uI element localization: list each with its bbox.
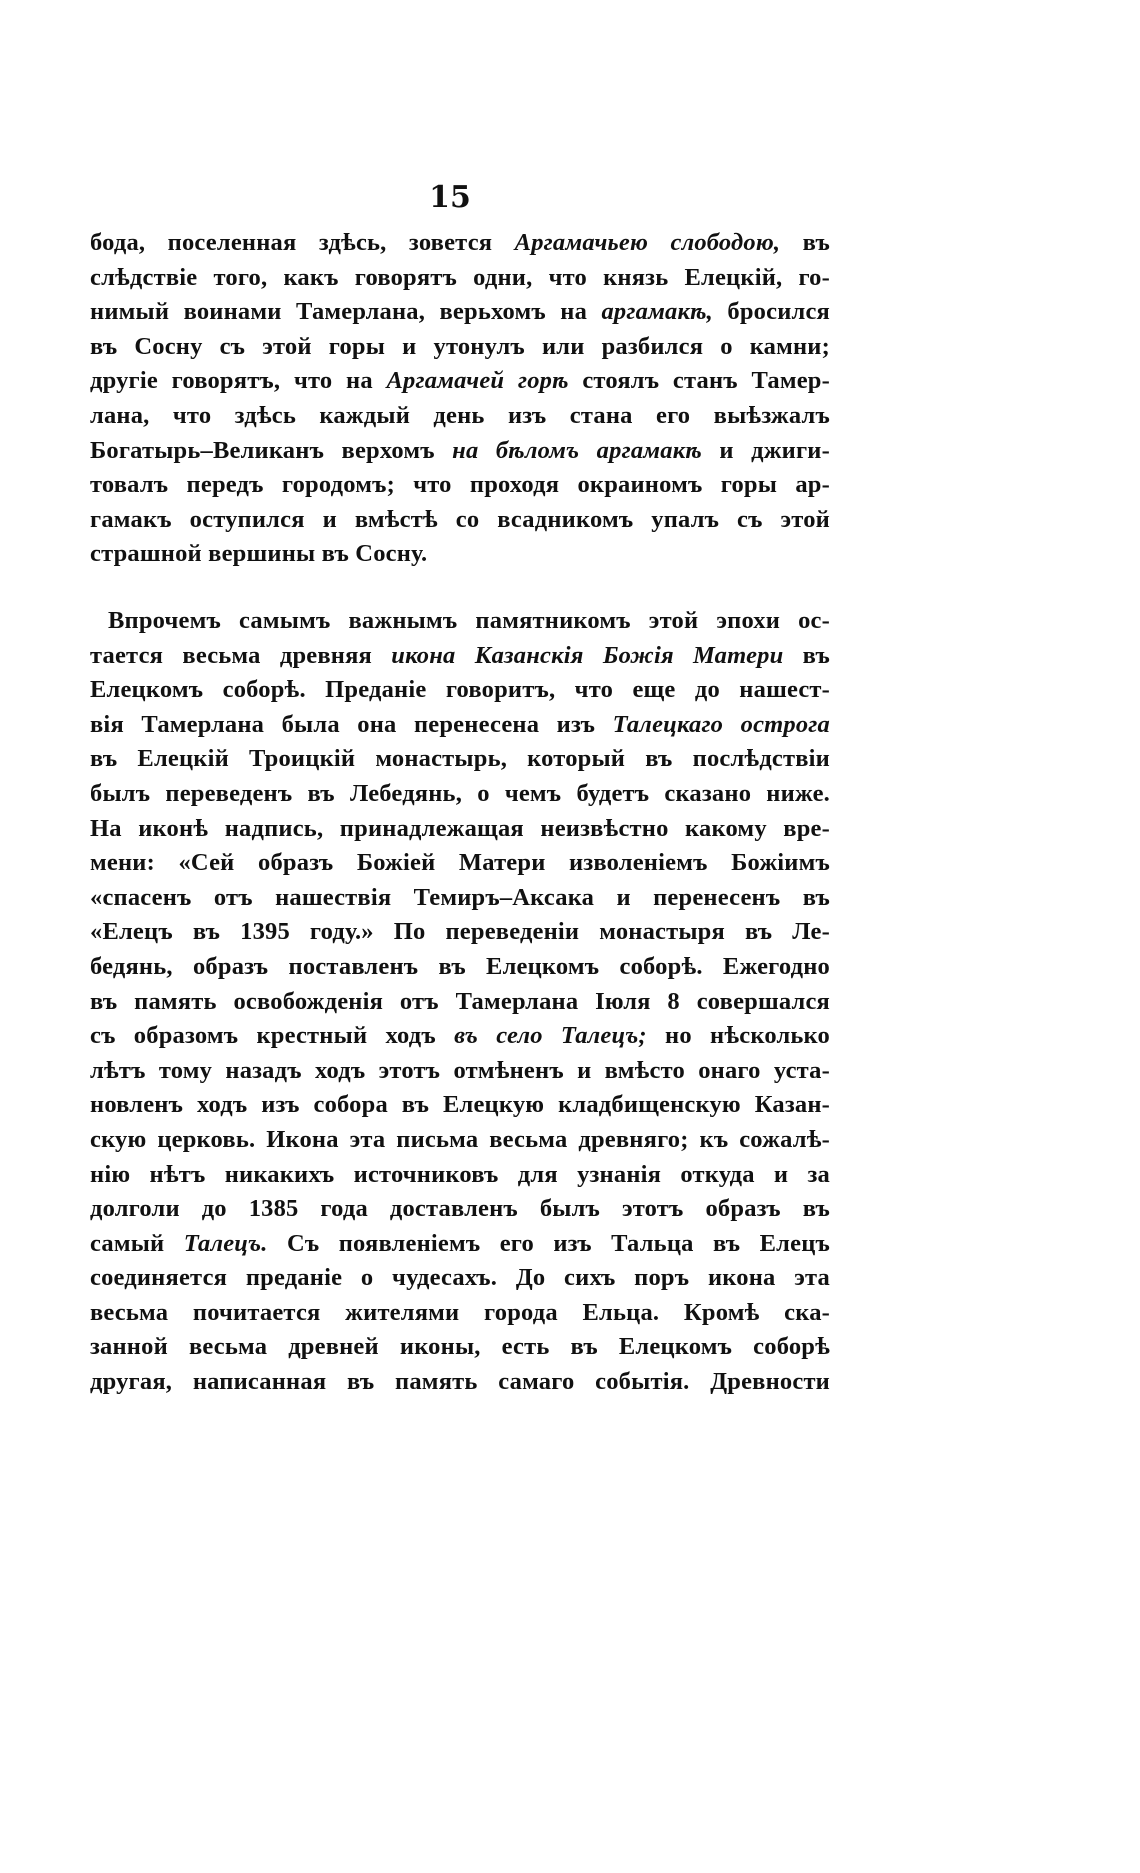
text-line xyxy=(90,673,830,708)
text-run: нію нѣтъ никакихъ источниковъ для узнанія откуда и за xyxy=(90,1160,830,1188)
text-run: весьма почитается жителями города Ельца. Кромѣ ска- xyxy=(90,1298,830,1326)
italic-run: Аргамачей горѣ xyxy=(386,367,569,395)
italic-run: Аргамачьею слободою, xyxy=(514,229,781,256)
text-run: Богатырь–Великанъ верхомъ xyxy=(90,436,453,464)
text-line xyxy=(90,295,830,330)
text-run: долголи до 1385 года доставленъ былъ этотъ образъ въ xyxy=(90,1195,830,1223)
text-line xyxy=(90,226,830,261)
text-run: новленъ ходъ изъ собора въ Елецкую кладбищенскую Казан- xyxy=(90,1091,830,1119)
text-run: страшной вершины въ Сосну. xyxy=(90,540,428,568)
text-line xyxy=(90,604,830,639)
text-run: товалъ передъ городомъ; что проходя окраиномъ горы ар- xyxy=(90,471,830,499)
text-line xyxy=(90,1261,830,1296)
text-run: другая, написанная въ память самаго событія. Древности xyxy=(90,1368,830,1396)
text-line xyxy=(90,777,830,812)
text-line xyxy=(90,708,830,743)
text-line xyxy=(90,399,830,434)
text-run: бросился xyxy=(712,298,830,326)
text-run: бода, поселенная здѣсь, зовется xyxy=(90,229,515,256)
text-run: стоялъ станъ Тамер- xyxy=(568,367,830,395)
text-line xyxy=(90,468,830,503)
text-run: бедянь, образъ поставленъ въ Елецкомъ соборѣ. Ежегодно xyxy=(90,952,830,980)
text-line xyxy=(90,742,830,777)
text-line xyxy=(90,1019,830,1054)
text-run: соединяется преданіе о чудесахъ. До сихъ поръ икона эта xyxy=(90,1264,830,1292)
text-line xyxy=(90,261,830,296)
text-run: но нѣсколько xyxy=(646,1022,830,1050)
text-line xyxy=(90,1088,830,1123)
text-line xyxy=(90,1330,830,1365)
text-line xyxy=(90,364,830,399)
text-run: и джиги- xyxy=(701,436,830,464)
text-run: вія Тамерлана была она перенесена изъ xyxy=(90,710,613,738)
text-run: гамакъ оступился и вмѣстѣ со всадникомъ упалъ съ этой xyxy=(90,505,830,533)
text-run: мени: «Сей образъ Божіей Матери изволеніемъ Божіимъ xyxy=(90,849,830,877)
italic-run: на бѣломъ аргамакѣ xyxy=(452,436,702,464)
text-run: скую церковь. Икона эта письма весьма древняго; къ сожалѣ- xyxy=(90,1125,830,1153)
text-line xyxy=(90,846,830,881)
text-run: На иконѣ надпись, принадлежащая неизвѣстно какому вре- xyxy=(90,814,830,842)
text-run: «Елецъ въ 1395 году.» По переведеніи монастыря въ Ле- xyxy=(90,918,830,946)
italic-run: икона Казанскія Божія Матери xyxy=(391,641,784,669)
text-line xyxy=(90,1227,830,1262)
text-line xyxy=(90,503,830,538)
text-run: лана, что здѣсь каждый день изъ стана его выѣзжалъ xyxy=(90,401,830,429)
text-line xyxy=(90,1192,830,1227)
text-run: Елецкомъ соборѣ. Преданіе говоритъ, что еще до нашест- xyxy=(90,676,830,704)
text-line xyxy=(90,915,830,950)
text-run: лѣтъ тому назадъ ходъ этотъ отмѣненъ и вмѣсто онаго уста- xyxy=(90,1056,830,1084)
text-line xyxy=(90,1054,830,1089)
text-run: въ xyxy=(783,641,830,669)
text-run: «спасенъ отъ нашествія Темиръ–Аксака и перенесенъ въ xyxy=(90,883,830,911)
text-line xyxy=(90,881,830,916)
page-number: 15 xyxy=(429,180,471,215)
text-run: въ память освобожденія отъ Тамерлана Іюля 8 совершался xyxy=(90,987,830,1015)
text-run: слѣдствіе того, какъ говорятъ одни, что князь Елецкій, го- xyxy=(90,263,830,291)
text-line xyxy=(90,330,830,365)
text-run: другіе говорятъ, что на xyxy=(90,367,387,395)
text-run: тается весьма древняя xyxy=(90,641,392,669)
paragraph-1 xyxy=(90,226,830,572)
italic-run: Талецкаго острога xyxy=(612,710,830,738)
text-run: въ xyxy=(780,229,830,256)
text-run: нимый воинами Тамерлана, верьхомъ на xyxy=(90,298,602,326)
text-run: Впрочемъ самымъ важнымъ памятникомъ этой эпохи ос- xyxy=(108,607,830,634)
text-line xyxy=(90,1296,830,1331)
text-line xyxy=(90,1158,830,1193)
italic-run: въ село Талецъ; xyxy=(454,1022,647,1050)
text-run: Съ появленіемъ его изъ Тальца въ Елецъ xyxy=(267,1229,830,1257)
text-run: былъ переведенъ въ Лебедянь, о чемъ будетъ сказано ниже. xyxy=(90,779,830,807)
paragraph-2 xyxy=(90,604,830,1400)
text-line xyxy=(90,1123,830,1158)
italic-run: Талецъ. xyxy=(183,1229,268,1257)
text-run: въ Сосну съ этой горы и утонулъ или разбился о камни; xyxy=(90,332,830,360)
text-line xyxy=(90,950,830,985)
text-run: съ образомъ крестный ходъ xyxy=(90,1022,455,1050)
text-line xyxy=(90,537,830,572)
text-line xyxy=(90,434,830,469)
text-line xyxy=(90,1365,830,1400)
text-line xyxy=(90,812,830,847)
text-run: самый xyxy=(90,1229,184,1257)
text-run: въ Елецкій Троицкій монастырь, который въ послѣдствіи xyxy=(90,745,830,773)
text-line xyxy=(90,639,830,674)
text-line xyxy=(90,985,830,1020)
text-run: занной весьма древней иконы, есть въ Елецкомъ соборѣ xyxy=(90,1333,830,1361)
italic-run: аргамакѣ, xyxy=(601,298,713,326)
